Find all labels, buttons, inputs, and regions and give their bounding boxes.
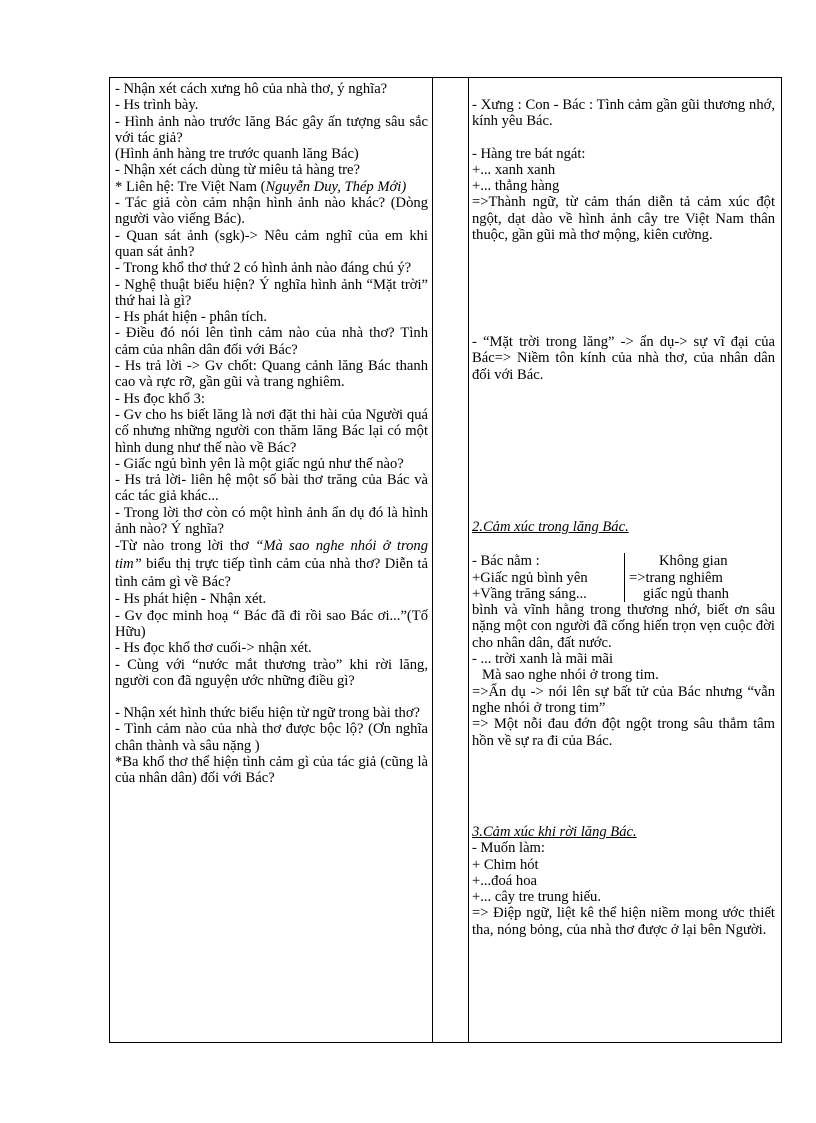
text-line: - Quan sát ảnh (sgk)-> Nêu cảm nghĩ của em khi quan sát ảnh? xyxy=(115,227,428,260)
text-line: - Hs phát hiện - Nhận xét. xyxy=(115,591,267,608)
text-line: +...đoá hoa xyxy=(472,872,537,889)
teacher-student-activities-column xyxy=(115,81,428,1042)
text-line: - Giấc ngủ bình yên là một giấc ngủ như thế nào? xyxy=(115,455,404,472)
section-heading: 2.Cảm xúc trong lăng Bác. xyxy=(472,519,629,535)
text-line: =>Ẩn dụ -> nói lên sự bất tử của Bác nhưng “vẫn nghe nhói ở trong tim” xyxy=(472,683,775,716)
text-line: => Điệp ngữ, liệt kê thể hiện niềm mong ước thiết tha, nóng bỏng, của nhà thơ được ở lại bên Người. xyxy=(472,905,775,938)
spacer xyxy=(472,535,775,553)
text-line: giấc ngủ thanh xyxy=(643,585,729,602)
split-left xyxy=(472,553,625,602)
text-line: - Nhận xét cách dùng từ miêu tả hàng tre? xyxy=(115,162,360,179)
text-line: bình và vĩnh hằng trong thương nhớ, biết ơn sâu nặng một con người đã cống hiến trọn vẹn cuộc đời cho nhân dân, đất nước. xyxy=(472,602,775,651)
text-line: + Chim hót xyxy=(472,856,539,873)
text-line: - Hình ảnh nào trước lăng Bác gây ấn tượng sâu sắc với tác giả? xyxy=(115,113,428,146)
text-line: +... xanh xanh xyxy=(472,161,556,178)
text-line: - Muốn làm: xyxy=(472,840,545,857)
text-line: - Bác nằm : xyxy=(472,553,540,570)
text-line: - Trong khổ thơ thứ 2 có hình ảnh nào đáng chú ý? xyxy=(115,260,412,277)
text-line: - Hs đọc khổ thơ cuối-> nhận xét. xyxy=(115,640,312,657)
column-divider-2 xyxy=(468,78,469,1042)
text-line: -Từ nào trong lời thơ “Mà sao nghe nhói ở trong tim” biểu thị trực tiếp tình cảm của nhà thơ? Diễn tả tình cảm gì về Bác? xyxy=(115,538,428,591)
text-line: - Hs trả lời -> Gv chốt: Quang cảnh lăng Bác thanh cao và rực rỡ, gần gũi và trang nghiêm. xyxy=(115,358,428,391)
lesson-table xyxy=(109,77,782,1043)
text-line: - Điều đó nói lên tình cảm nào của nhà thơ? Tình cảm của nhân dân đối với Bác? xyxy=(115,325,428,358)
text-line: - Trong lời thơ còn có một hình ảnh ẩn dụ đó là hình ảnh nào? Ý nghĩa? xyxy=(115,504,428,538)
section-3 xyxy=(472,824,775,938)
text-line: - Hs trình bày. xyxy=(115,97,199,114)
text-line: *Ba khổ thơ thể hiện tình cảm gì của tác giả (cũng là của nhân dân) đối với Bác? xyxy=(115,753,428,787)
block-xung-ho xyxy=(472,97,775,243)
text-line: - Nhận xét hình thức biểu hiện từ ngữ trong bài thơ? xyxy=(115,705,421,722)
text-line: * Liên hệ: Tre Việt Nam (Nguyễn Duy, Thép Mới) xyxy=(115,178,407,195)
text-line: - “Mặt trời trong lăng” -> ẩn dụ-> sự vĩ đại của Bác=> Niềm tôn kính của nhà thơ, của nhân dân đối với Bác. xyxy=(472,334,775,383)
text-line: - ... trời xanh là mãi mãi xyxy=(472,651,614,668)
text-line: (Hình ảnh hàng tre trước quanh lăng Bác) xyxy=(115,146,359,163)
text-line: - Nhận xét cách xưng hô của nhà thơ, ý nghĩa? xyxy=(115,81,388,97)
text-line: =>trang nghiêm xyxy=(629,569,723,586)
text-line: - Hs phát hiện - phân tích. xyxy=(115,309,267,326)
text-line: - Tác giả còn cảm nhận hình ảnh nào khác? (Dòng người vào viếng Bác). xyxy=(115,195,428,228)
text-line: Mà sao nghe nhói ở trong tim. xyxy=(482,667,659,684)
text-line: - Tình cảm nào của nhà thơ được bộc lộ? (Ơn nghĩa chân thành và sâu nặng ) xyxy=(115,721,428,754)
text-line: Không gian xyxy=(659,553,728,570)
split-right xyxy=(625,553,775,602)
spacer xyxy=(115,689,428,705)
column-divider-1 xyxy=(432,78,433,1042)
text-line: - Nghệ thuật biểu hiện? Ý nghĩa hình ảnh “Mặt trời” thứ hai là gì? xyxy=(115,276,428,309)
split-lines xyxy=(472,553,775,602)
text-line: - Gv đọc minh hoạ “ Bác đã đi rồi sao Bác ơi...”(Tố Hữu) xyxy=(115,607,428,640)
text-line: +... thẳng hàng xyxy=(472,178,560,195)
text-line: +... cây tre trung hiếu. xyxy=(472,889,601,906)
spacer xyxy=(472,130,775,146)
text-line: => Một nỗi đau đớn đột ngột trong sâu thẳm tâm hồn về sự ra đi của Bác. xyxy=(472,716,775,749)
text-line: - Gv cho hs biết lăng là nơi đặt thi hài của Người quá cố nhưng những người con thăm lăng Bác lại có một hình dung như thế nào về Bác? xyxy=(115,406,428,456)
text-line: +Vầng trăng sáng... xyxy=(472,585,587,602)
text-line: - Xưng : Con - Bác : Tình cảm gần gũi thương nhớ, kính yêu Bác. xyxy=(472,97,775,130)
text-line: - Cùng với “nước mắt thương trào” khi rời lăng, người con đã nguyện ước những điều gì? xyxy=(115,656,428,689)
block-mat-troi xyxy=(472,334,775,383)
text-line: =>Thành ngữ, từ cảm thán diễn tả cảm xúc đột ngột, dạt dào về hình ảnh cây tre Việt Nam thân thuộc, gần gũi mà thơ mộng, kiên cường. xyxy=(472,194,775,244)
text-line: +Giấc ngủ bình yên xyxy=(472,569,588,586)
section-2 xyxy=(472,519,775,749)
section-heading: 3.Cảm xúc khi rời lăng Bác. xyxy=(472,824,637,840)
text-line: - Hs trả lời- liên hệ một số bài thơ trăng của Bác và các tác giả khác... xyxy=(115,472,428,505)
text-line: - Hàng tre bát ngát: xyxy=(472,145,586,162)
text-line: - Hs đọc khổ 3: xyxy=(115,390,205,407)
content-column xyxy=(472,78,775,1042)
